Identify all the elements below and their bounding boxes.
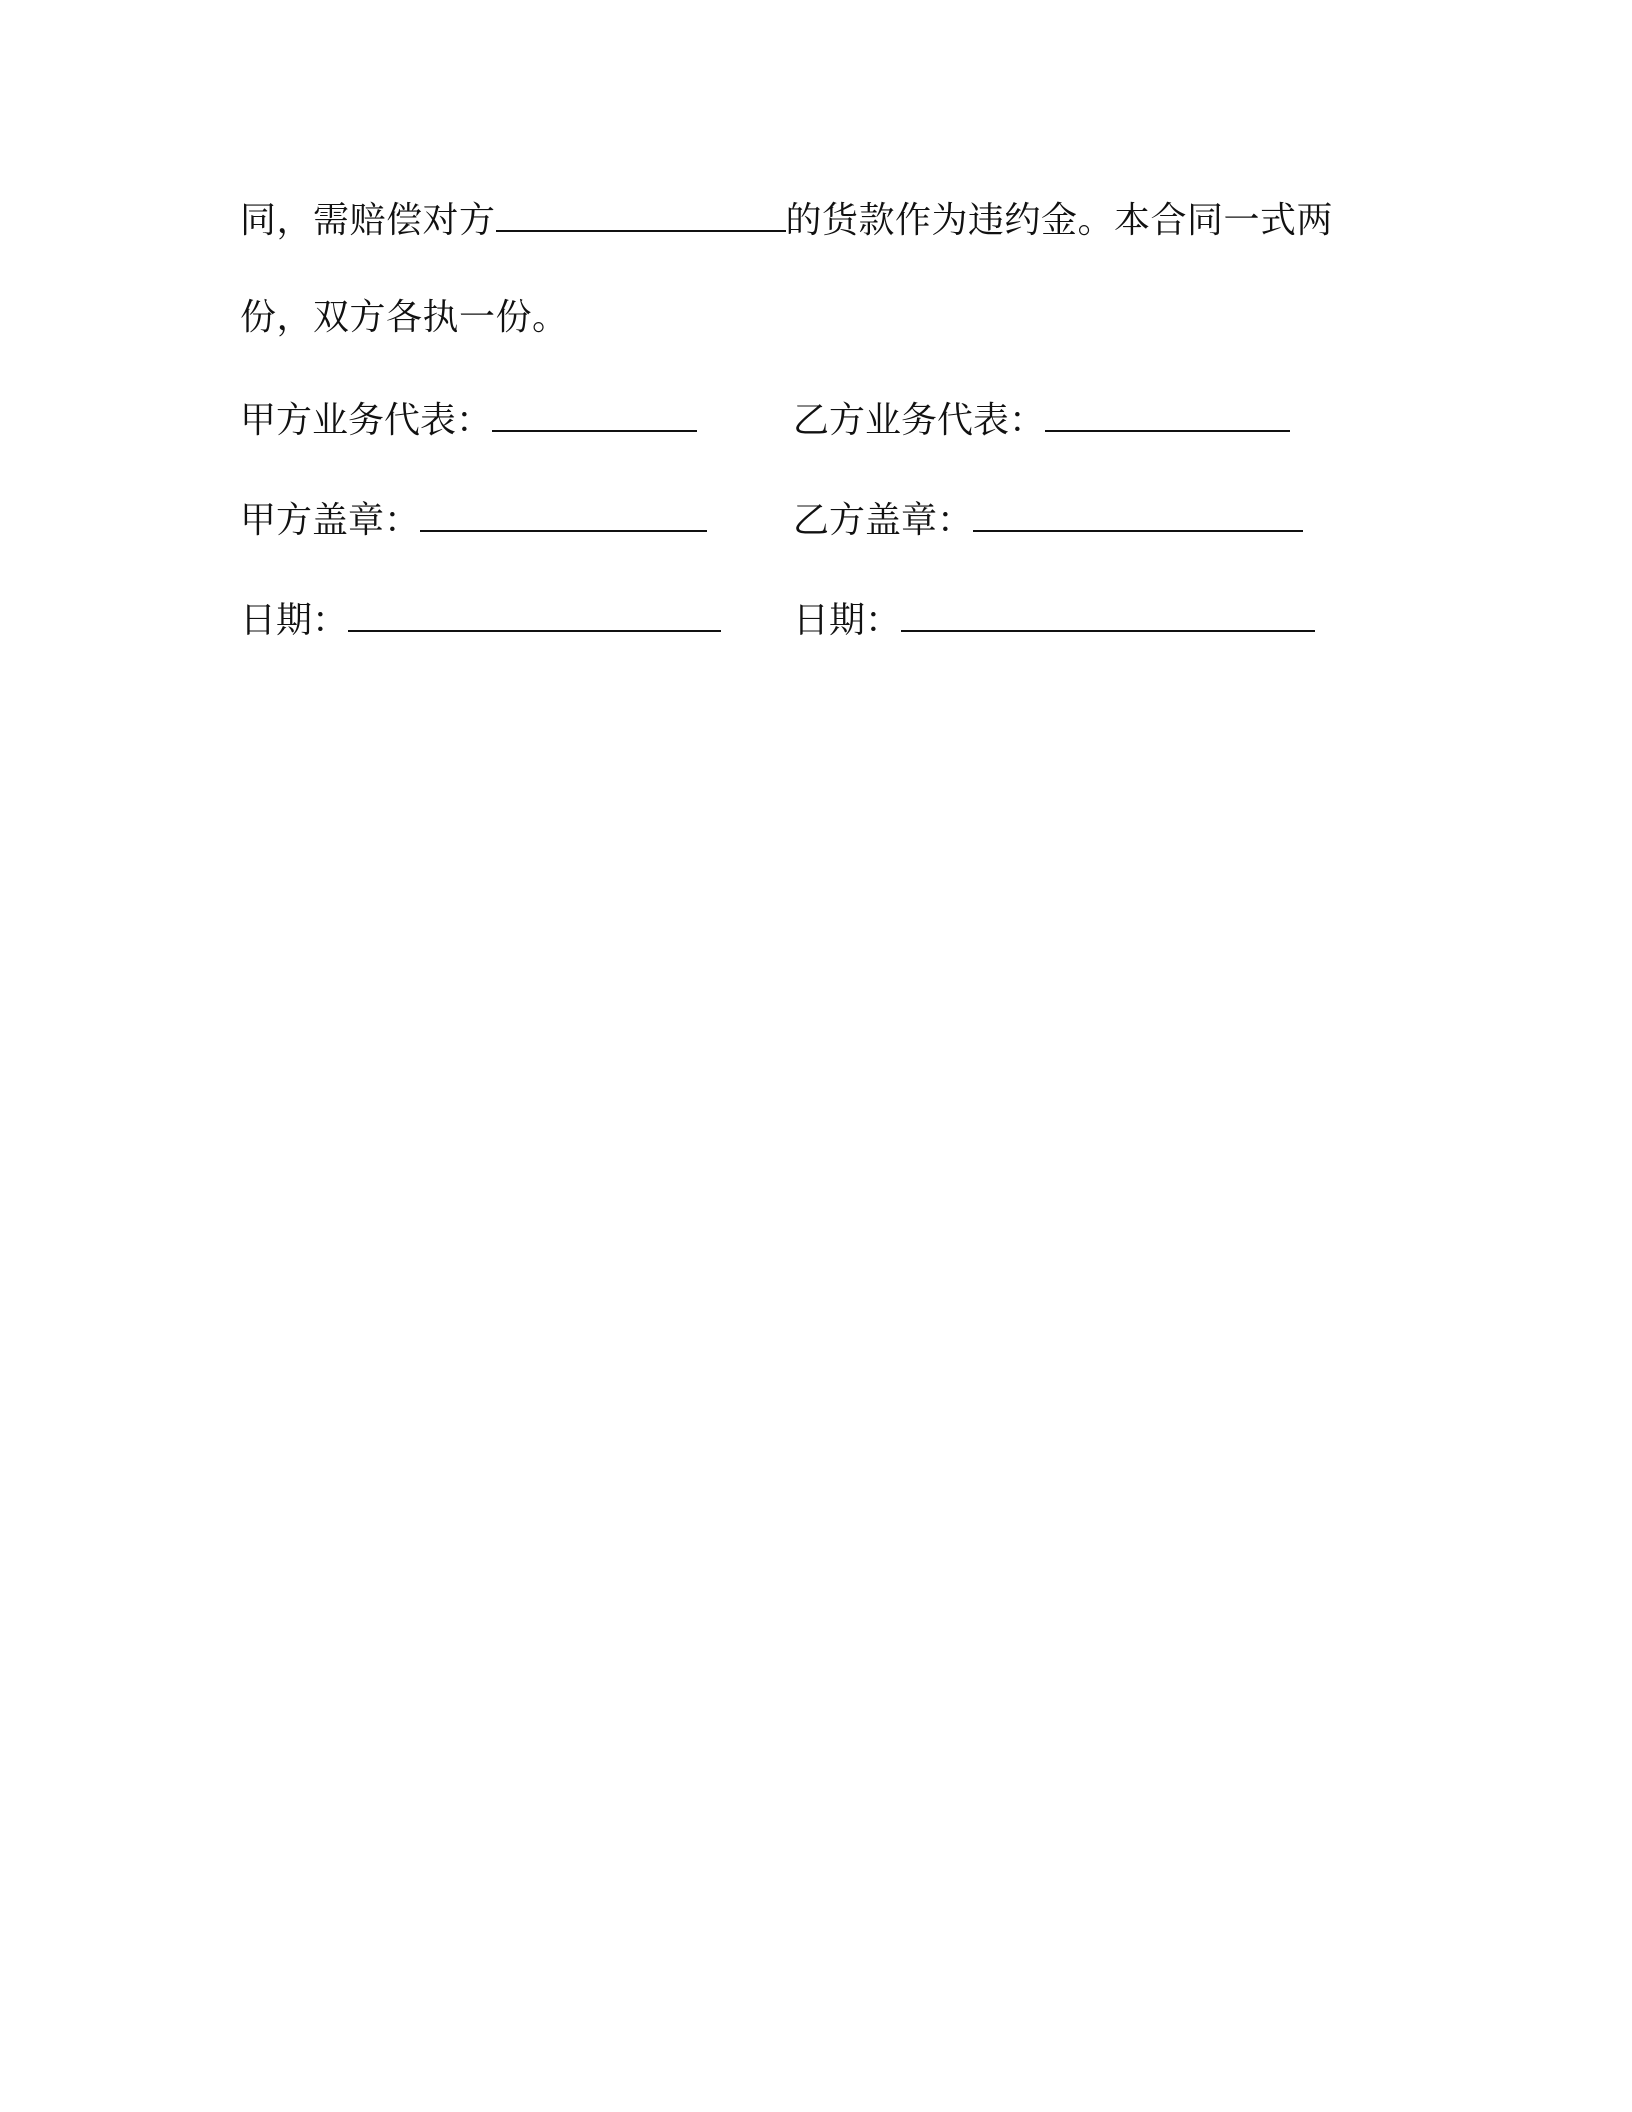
party-a-representative xyxy=(240,396,697,443)
party-a-representative-blank xyxy=(492,396,697,432)
party-a-date-label: 日期： xyxy=(240,600,349,641)
party-a-seal xyxy=(240,496,707,543)
party-a-representative-label: 甲方业务代表： xyxy=(240,400,493,441)
paragraph-line-1 xyxy=(240,196,1333,243)
paragraph-line-2 xyxy=(240,296,569,340)
party-b-representative-blank xyxy=(1045,396,1290,432)
party-b-seal-label: 乙方盖章： xyxy=(793,500,974,541)
party-b-date-blank xyxy=(901,596,1315,632)
party-b-representative-label: 乙方业务代表： xyxy=(793,400,1046,441)
paragraph-text-after-blank: 的货款作为违约金。本合同一式两 xyxy=(785,200,1334,241)
paragraph-text-line-2: 份，双方各执一份。 xyxy=(240,297,569,338)
party-b-representative xyxy=(793,396,1290,443)
party-b-seal xyxy=(793,496,1303,543)
penalty-amount-blank xyxy=(496,196,786,232)
seal-row xyxy=(240,496,1360,540)
party-a-seal-blank xyxy=(420,496,707,532)
representative-row xyxy=(240,396,1360,440)
party-b-date-label: 日期： xyxy=(793,600,902,641)
party-a-date-blank xyxy=(348,596,721,632)
paragraph-text-before-blank: 同，需赔偿对方 xyxy=(240,200,496,241)
date-row xyxy=(240,596,1360,640)
party-a-date xyxy=(240,596,721,643)
party-b-date xyxy=(793,596,1315,643)
party-a-seal-label: 甲方盖章： xyxy=(240,500,421,541)
party-b-seal-blank xyxy=(973,496,1303,532)
